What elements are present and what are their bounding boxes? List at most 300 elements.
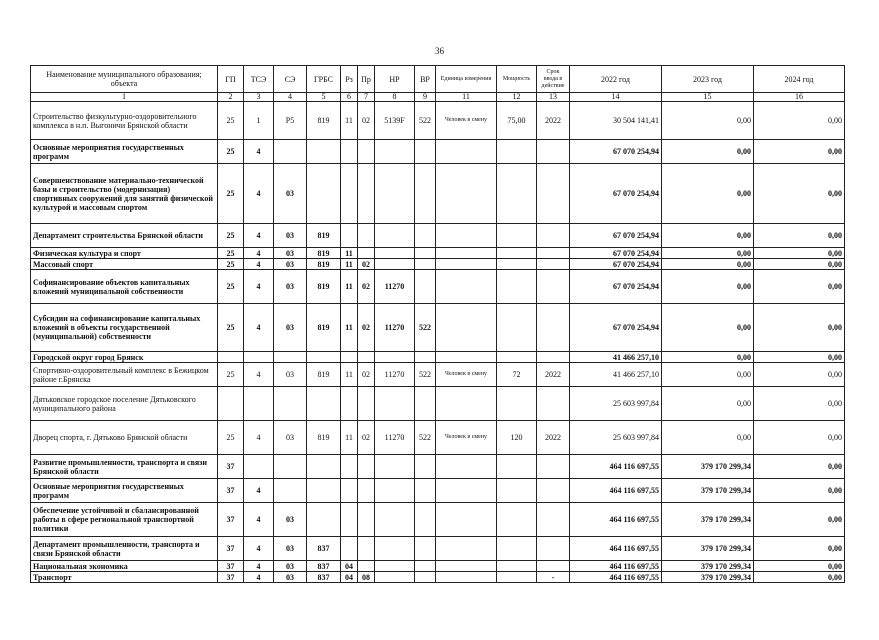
table-cell: 11 bbox=[341, 270, 358, 304]
column-number: 11 bbox=[436, 93, 497, 102]
table-cell bbox=[274, 387, 307, 421]
table-cell bbox=[415, 270, 436, 304]
table-cell: 37 bbox=[218, 503, 244, 537]
table-cell: 379 170 299,34 bbox=[662, 561, 754, 572]
table-cell: 03 bbox=[274, 561, 307, 572]
table-cell bbox=[218, 352, 244, 363]
table-cell bbox=[415, 224, 436, 248]
table-cell: 11 bbox=[341, 421, 358, 455]
table-cell bbox=[497, 455, 537, 479]
table-cell: 0,00 bbox=[754, 224, 845, 248]
table-cell bbox=[341, 224, 358, 248]
table-cell bbox=[341, 455, 358, 479]
table-cell bbox=[341, 479, 358, 503]
table-cell bbox=[375, 537, 415, 561]
table-cell: 11 bbox=[341, 304, 358, 352]
column-number: 6 bbox=[341, 93, 358, 102]
table-cell: 0,00 bbox=[662, 352, 754, 363]
header-cell: Мощность bbox=[497, 66, 537, 93]
table-cell: 464 116 697,55 bbox=[570, 479, 662, 503]
table-cell bbox=[436, 164, 497, 224]
table-cell: 11270 bbox=[375, 421, 415, 455]
table-cell bbox=[537, 503, 570, 537]
table-cell: 522 bbox=[415, 363, 436, 387]
table-cell bbox=[274, 140, 307, 164]
table-row bbox=[31, 479, 845, 503]
table-cell: 67 070 254,94 bbox=[570, 164, 662, 224]
header-cell: ВР bbox=[415, 66, 436, 93]
row-label: Физическая культура и спорт bbox=[31, 248, 218, 259]
table-cell: 2022 bbox=[537, 421, 570, 455]
table-cell: 0,00 bbox=[754, 304, 845, 352]
row-label: Софинансирование объектов капитальных вложений муниципальной собственности bbox=[31, 270, 218, 304]
table-cell: 4 bbox=[244, 561, 274, 572]
table-cell bbox=[274, 352, 307, 363]
table-cell: 67 070 254,94 bbox=[570, 270, 662, 304]
table-cell bbox=[415, 572, 436, 583]
table-row bbox=[31, 224, 845, 248]
table-cell bbox=[358, 224, 375, 248]
table-cell bbox=[415, 503, 436, 537]
table-cell: 522 bbox=[415, 304, 436, 352]
table-cell: 379 170 299,34 bbox=[662, 572, 754, 583]
table-cell bbox=[415, 561, 436, 572]
table-cell bbox=[436, 479, 497, 503]
table-cell bbox=[341, 537, 358, 561]
table-cell: 25 bbox=[218, 102, 244, 140]
row-label: Дворец спорта, г. Дятьково Брянской области bbox=[31, 421, 218, 455]
table-cell bbox=[358, 537, 375, 561]
header-cell: Рз bbox=[341, 66, 358, 93]
table-cell: 41 466 257,10 bbox=[570, 363, 662, 387]
table-cell: 25 bbox=[218, 224, 244, 248]
table-cell: 11 bbox=[341, 363, 358, 387]
table-cell: 819 bbox=[307, 270, 341, 304]
table-cell bbox=[341, 140, 358, 164]
table-cell: 03 bbox=[274, 248, 307, 259]
table-cell bbox=[307, 387, 341, 421]
header-row bbox=[31, 66, 845, 93]
table-cell bbox=[537, 352, 570, 363]
table-cell: 37 bbox=[218, 455, 244, 479]
table-cell bbox=[415, 164, 436, 224]
table-cell: 03 bbox=[274, 259, 307, 270]
column-number: 1 bbox=[31, 93, 218, 102]
header-cell: ГРБС bbox=[307, 66, 341, 93]
table-cell bbox=[436, 503, 497, 537]
table-cell bbox=[415, 537, 436, 561]
header-cell: Наименование муниципального образования; объекта bbox=[31, 66, 218, 93]
table-cell: 03 bbox=[274, 537, 307, 561]
table-cell: 02 bbox=[358, 270, 375, 304]
table-cell bbox=[537, 561, 570, 572]
table-cell: 37 bbox=[218, 537, 244, 561]
table-cell bbox=[307, 479, 341, 503]
table-cell: 67 070 254,94 bbox=[570, 304, 662, 352]
header-cell: СЭ bbox=[274, 66, 307, 93]
table-cell: 0,00 bbox=[754, 572, 845, 583]
column-number: 8 bbox=[375, 93, 415, 102]
table-cell: 03 bbox=[274, 304, 307, 352]
header-cell: ТСЭ bbox=[244, 66, 274, 93]
table-cell: 03 bbox=[274, 164, 307, 224]
table-cell bbox=[497, 503, 537, 537]
table-cell: 72 bbox=[497, 363, 537, 387]
table-cell: 02 bbox=[358, 259, 375, 270]
table-cell: 120 bbox=[497, 421, 537, 455]
table-cell: 0,00 bbox=[662, 421, 754, 455]
table-cell: 2022 bbox=[537, 363, 570, 387]
table-cell: 0,00 bbox=[662, 387, 754, 421]
table-cell bbox=[358, 561, 375, 572]
table-cell bbox=[375, 352, 415, 363]
row-label: Транспорт bbox=[31, 572, 218, 583]
column-number-row bbox=[31, 93, 845, 102]
table-cell bbox=[307, 503, 341, 537]
table-body bbox=[31, 102, 845, 583]
table-cell bbox=[341, 503, 358, 537]
table-cell: 464 116 697,55 bbox=[570, 537, 662, 561]
table-row bbox=[31, 561, 845, 572]
row-label: Департамент строительства Брянской области bbox=[31, 224, 218, 248]
table-cell: 0,00 bbox=[754, 503, 845, 537]
table-cell bbox=[436, 224, 497, 248]
table-cell: 25 bbox=[218, 140, 244, 164]
table-cell bbox=[415, 387, 436, 421]
page-number: 36 bbox=[435, 46, 444, 56]
table-cell: 4 bbox=[244, 164, 274, 224]
table-cell: 4 bbox=[244, 270, 274, 304]
table-cell bbox=[375, 259, 415, 270]
table-row bbox=[31, 363, 845, 387]
table-cell: 837 bbox=[307, 561, 341, 572]
table-cell bbox=[341, 352, 358, 363]
table-cell bbox=[497, 572, 537, 583]
table-row bbox=[31, 248, 845, 259]
row-label: Строительство физкультурно-оздоровительного комплекса в н.п. Выгоничи Брянской области bbox=[31, 102, 218, 140]
table-cell bbox=[415, 259, 436, 270]
table-cell: 02 bbox=[358, 363, 375, 387]
table-cell bbox=[436, 455, 497, 479]
table-cell: 4 bbox=[244, 259, 274, 270]
table-row bbox=[31, 421, 845, 455]
row-label: Массовый спорт bbox=[31, 259, 218, 270]
table-cell: 25 bbox=[218, 304, 244, 352]
table-cell: Человек в смену bbox=[436, 102, 497, 140]
table-cell: 4 bbox=[244, 572, 274, 583]
row-label: Спортивно-оздоровительный комплекс в Бежицком районе г.Брянска bbox=[31, 363, 218, 387]
table-cell bbox=[436, 537, 497, 561]
table-cell: 67 070 254,94 bbox=[570, 248, 662, 259]
table-cell bbox=[307, 140, 341, 164]
table-cell: 819 bbox=[307, 363, 341, 387]
table-cell: 4 bbox=[244, 537, 274, 561]
table-cell: 67 070 254,94 bbox=[570, 140, 662, 164]
table-cell bbox=[358, 352, 375, 363]
table-cell bbox=[375, 572, 415, 583]
table-cell bbox=[375, 479, 415, 503]
header-cell: 2024 год bbox=[754, 66, 845, 93]
table-cell: 379 170 299,34 bbox=[662, 503, 754, 537]
budget-table bbox=[30, 65, 845, 583]
table-cell bbox=[375, 140, 415, 164]
table-cell bbox=[497, 164, 537, 224]
table-cell: 0,00 bbox=[754, 352, 845, 363]
table-cell bbox=[497, 479, 537, 503]
table-row bbox=[31, 352, 845, 363]
table-cell: 11270 bbox=[375, 304, 415, 352]
table-row bbox=[31, 304, 845, 352]
table-cell: 0,00 bbox=[662, 224, 754, 248]
table-cell bbox=[415, 479, 436, 503]
table-cell bbox=[537, 304, 570, 352]
table-row bbox=[31, 259, 845, 270]
row-label: Городской округ город Брянск bbox=[31, 352, 218, 363]
column-number: 4 bbox=[274, 93, 307, 102]
table-cell: 4 bbox=[244, 304, 274, 352]
table-cell: 67 070 254,94 bbox=[570, 259, 662, 270]
table-cell: 25 bbox=[218, 421, 244, 455]
table-cell: 0,00 bbox=[662, 164, 754, 224]
table-cell: 08 bbox=[358, 572, 375, 583]
row-label: Национальная экономика bbox=[31, 561, 218, 572]
table-cell: 464 116 697,55 bbox=[570, 572, 662, 583]
table-cell bbox=[341, 164, 358, 224]
table-cell: 0,00 bbox=[754, 479, 845, 503]
table-cell: 379 170 299,34 bbox=[662, 537, 754, 561]
table-cell bbox=[436, 561, 497, 572]
table-cell: 464 116 697,55 bbox=[570, 561, 662, 572]
row-label: Субсидии на софинансирование капитальных вложений в объекты государственной (муниципальной) собственности bbox=[31, 304, 218, 352]
table-cell: 0,00 bbox=[754, 537, 845, 561]
table-cell: 819 bbox=[307, 102, 341, 140]
header-cell: НР bbox=[375, 66, 415, 93]
table-cell: 25 603 997,84 bbox=[570, 421, 662, 455]
table-cell: 11 bbox=[341, 259, 358, 270]
table-cell: 37 bbox=[218, 561, 244, 572]
table-cell bbox=[415, 140, 436, 164]
table-cell: 464 116 697,55 bbox=[570, 503, 662, 537]
table-cell: 0,00 bbox=[754, 561, 845, 572]
table-cell: 03 bbox=[274, 270, 307, 304]
table-cell: 0,00 bbox=[754, 363, 845, 387]
table-cell bbox=[358, 164, 375, 224]
header-cell: 2022 год bbox=[570, 66, 662, 93]
table-cell: 464 116 697,55 bbox=[570, 455, 662, 479]
table-cell bbox=[497, 259, 537, 270]
table-cell: 819 bbox=[307, 259, 341, 270]
table-cell bbox=[274, 455, 307, 479]
table-cell: 0,00 bbox=[754, 421, 845, 455]
table-cell bbox=[358, 140, 375, 164]
table-row bbox=[31, 537, 845, 561]
table-cell bbox=[436, 352, 497, 363]
table-cell bbox=[358, 387, 375, 421]
table-cell: 379 170 299,34 bbox=[662, 455, 754, 479]
table-cell: 522 bbox=[415, 102, 436, 140]
table-cell bbox=[244, 352, 274, 363]
column-number: 7 bbox=[358, 93, 375, 102]
column-number: 16 bbox=[754, 93, 845, 102]
table-cell: 379 170 299,34 bbox=[662, 479, 754, 503]
table-cell bbox=[415, 248, 436, 259]
table-cell bbox=[537, 259, 570, 270]
table-cell: Человек в смену bbox=[436, 421, 497, 455]
table-cell bbox=[375, 455, 415, 479]
table-cell: 11270 bbox=[375, 270, 415, 304]
table-cell: 0,00 bbox=[754, 140, 845, 164]
row-label: Департамент промышленности, транспорта и связи Брянской области bbox=[31, 537, 218, 561]
table-cell: 2022 bbox=[537, 102, 570, 140]
column-number: 12 bbox=[497, 93, 537, 102]
table-cell: 03 bbox=[274, 572, 307, 583]
table-cell bbox=[436, 140, 497, 164]
header-cell: ГП bbox=[218, 66, 244, 93]
table-cell bbox=[497, 537, 537, 561]
table-cell: 37 bbox=[218, 572, 244, 583]
table-row bbox=[31, 140, 845, 164]
table-cell: 02 bbox=[358, 421, 375, 455]
table-cell: 4 bbox=[244, 503, 274, 537]
table-cell: 02 bbox=[358, 304, 375, 352]
table-cell bbox=[537, 537, 570, 561]
table-row bbox=[31, 387, 845, 421]
table-cell bbox=[358, 479, 375, 503]
table-cell: 0,00 bbox=[662, 140, 754, 164]
table-cell bbox=[436, 304, 497, 352]
table-cell bbox=[537, 479, 570, 503]
table-cell: 11 bbox=[341, 102, 358, 140]
table-cell: 819 bbox=[307, 248, 341, 259]
table-cell: 1 bbox=[244, 102, 274, 140]
table-cell: 522 bbox=[415, 421, 436, 455]
table-cell bbox=[436, 270, 497, 304]
table-cell: 0,00 bbox=[662, 102, 754, 140]
column-number: 2 bbox=[218, 93, 244, 102]
row-label: Обеспечение устойчивой и сбалансированной работы в сфере региональной транспортной политики bbox=[31, 503, 218, 537]
table-row bbox=[31, 455, 845, 479]
table-cell: 03 bbox=[274, 363, 307, 387]
table-cell: 819 bbox=[307, 421, 341, 455]
table-cell: 04 bbox=[341, 561, 358, 572]
table-cell: - bbox=[537, 572, 570, 583]
table-cell: 4 bbox=[244, 421, 274, 455]
table-row bbox=[31, 503, 845, 537]
table-cell bbox=[497, 352, 537, 363]
table-cell bbox=[341, 387, 358, 421]
column-number: 3 bbox=[244, 93, 274, 102]
table-cell: 25 bbox=[218, 363, 244, 387]
table-cell: 25 bbox=[218, 248, 244, 259]
table-cell: 03 bbox=[274, 503, 307, 537]
table-cell bbox=[358, 503, 375, 537]
table-row bbox=[31, 572, 845, 583]
table-cell bbox=[497, 248, 537, 259]
table-cell: 4 bbox=[244, 363, 274, 387]
table-cell: 4 bbox=[244, 248, 274, 259]
table-cell bbox=[375, 561, 415, 572]
table-cell bbox=[537, 140, 570, 164]
table-cell bbox=[375, 164, 415, 224]
table-cell bbox=[307, 164, 341, 224]
table-cell bbox=[358, 455, 375, 479]
table-cell bbox=[497, 270, 537, 304]
table-cell: 0,00 bbox=[662, 304, 754, 352]
column-number: 13 bbox=[537, 93, 570, 102]
table-cell: 37 bbox=[218, 479, 244, 503]
table-cell: 0,00 bbox=[754, 102, 845, 140]
table-cell: 0,00 bbox=[754, 248, 845, 259]
table-cell bbox=[375, 248, 415, 259]
table-cell: 41 466 257,10 bbox=[570, 352, 662, 363]
table-cell bbox=[307, 455, 341, 479]
table-cell: 0,00 bbox=[662, 270, 754, 304]
table-cell: 11 bbox=[341, 248, 358, 259]
table-cell: 30 504 141,41 bbox=[570, 102, 662, 140]
table-cell bbox=[415, 352, 436, 363]
table-cell: 25 bbox=[218, 259, 244, 270]
table-cell: 0,00 bbox=[662, 248, 754, 259]
table-cell bbox=[497, 224, 537, 248]
table-cell bbox=[436, 387, 497, 421]
table-cell bbox=[537, 164, 570, 224]
table-cell bbox=[375, 224, 415, 248]
table-row bbox=[31, 164, 845, 224]
table-cell: 0,00 bbox=[662, 259, 754, 270]
table-cell bbox=[244, 455, 274, 479]
table-cell: 0,00 bbox=[754, 455, 845, 479]
column-number: 15 bbox=[662, 93, 754, 102]
table-cell bbox=[274, 479, 307, 503]
table-cell bbox=[415, 455, 436, 479]
table-cell: 819 bbox=[307, 224, 341, 248]
table-cell bbox=[436, 259, 497, 270]
table-cell bbox=[537, 248, 570, 259]
table-cell: 0,00 bbox=[754, 259, 845, 270]
table-cell: 0,00 bbox=[754, 387, 845, 421]
table-cell bbox=[497, 561, 537, 572]
header-cell: 2023 год bbox=[662, 66, 754, 93]
row-label: Основные мероприятия государственных программ bbox=[31, 140, 218, 164]
table-cell: 04 bbox=[341, 572, 358, 583]
table-cell bbox=[537, 270, 570, 304]
table-cell: 25 bbox=[218, 270, 244, 304]
table-cell bbox=[436, 248, 497, 259]
row-label: Дятьковское городское поселение Дятьковского муниципального района bbox=[31, 387, 218, 421]
table-cell: 4 bbox=[244, 479, 274, 503]
header-cell: Единица измерения bbox=[436, 66, 497, 93]
table-cell: 25 603 997,84 bbox=[570, 387, 662, 421]
table-cell bbox=[375, 387, 415, 421]
table-cell: 03 bbox=[274, 224, 307, 248]
row-label: Совершенствование материально-технической базы и строительство (модернизация) спортивных сооружений для занятий физической культурой и массовым спортом bbox=[31, 164, 218, 224]
header-cell: Срок ввода в действие bbox=[537, 66, 570, 93]
table-cell: 0,00 bbox=[754, 270, 845, 304]
table-cell: 25 bbox=[218, 164, 244, 224]
table-cell: Р5 bbox=[274, 102, 307, 140]
table-cell bbox=[218, 387, 244, 421]
table-cell: 5139F bbox=[375, 102, 415, 140]
table-cell: 819 bbox=[307, 304, 341, 352]
column-number: 9 bbox=[415, 93, 436, 102]
column-number: 5 bbox=[307, 93, 341, 102]
table-cell bbox=[307, 352, 341, 363]
table-cell bbox=[537, 455, 570, 479]
table-cell: 0,00 bbox=[754, 164, 845, 224]
header-cell: Пр bbox=[358, 66, 375, 93]
table-cell: 11270 bbox=[375, 363, 415, 387]
table-cell bbox=[497, 140, 537, 164]
